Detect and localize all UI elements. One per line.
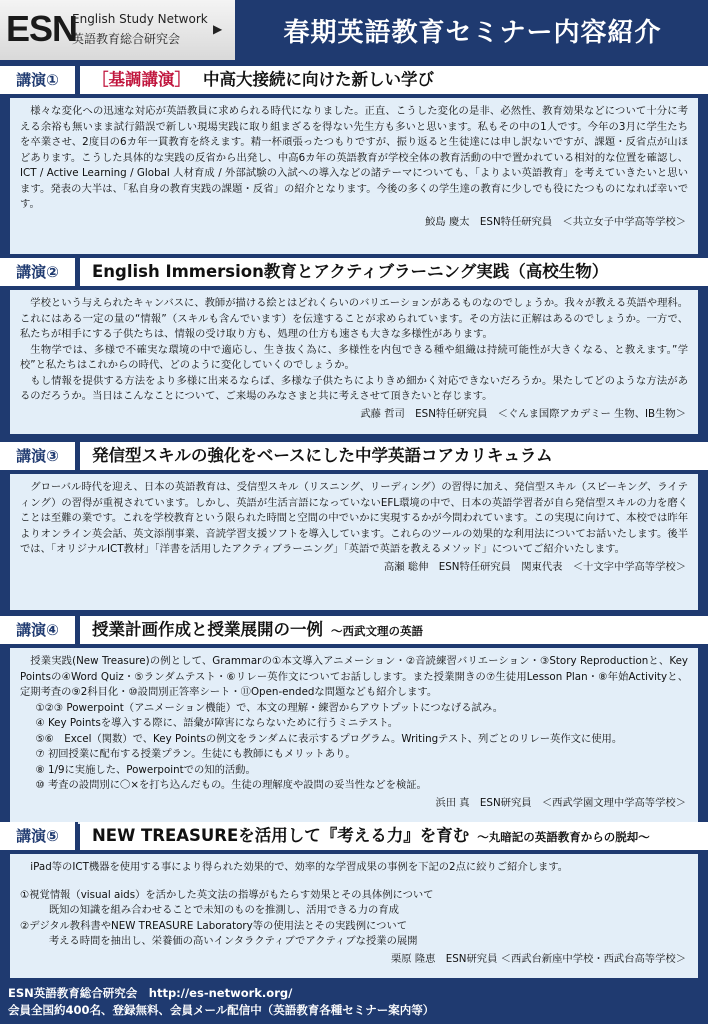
lecture-2-para-2: 生物学では、多様で不確実な環境の中で適応し、生き抜く為に、多様性を内包できる種や組織は持続可能性が大きくなる、と教えます。”学校”と私たちはこれからの時代、どのように変化していくのでしょうか。 — [20, 343, 688, 371]
lecture-4-speaker: 浜田 真 ESN研究員 ＜西武学園文理中学高等学校＞ — [435, 796, 686, 809]
lecture-2-para-3: もし情報を提供する方法をより多様に出来るならば、多様な子供たちによりきめ細かく対応できないだろうか。果たしてどのような方法があるのだろうか。当日はこんなことについて、ご来場のみなさまと共に考えさせて頂きたいと存じます。 — [20, 374, 688, 402]
lecture-5-speaker: 栗原 隆恵 ESN研究員 ＜西武台新座中学校・西武台高等学校＞ — [390, 952, 686, 965]
lecture-4-item: ⑧ 1/9に実施した、Powerpointでの知的活動。 — [35, 763, 256, 776]
lecture-4-item: ⑤⑥ Excel（関数）で、Key Pointsの例文をランダムに表示するプログラム。Writingテスト、列ごとのリレー英作文に使用。 — [35, 732, 623, 745]
lecture-3 — [0, 442, 708, 610]
lecture-3-description: グローバル時代を迎え、日本の英語教育は、受信型スキル（リスニング、リーディング）の習得に加え、発信型スキル（スピーキング、ライティング）の習得が重視されています。しかし、英語が生活言語になっていないEFL環境の中で、日本の英語学習者が自ら発信型スキルの力を磨くことは至難の業です。これを学校教育という限られた時間と空間の中でいかに実現するかが今問われています。この実現に向けて、本校では昨年よりオンライン英会話、英文添削事業、音読学習支援ソフトを導入しています。これらのツールの効果的な利用法についてお話いたします。後半では、「オリジナルICT教材」「洋書を活用したアクティブラーニング」「英語で英語を教えるメソッド」についてご紹介いたします。 — [20, 481, 688, 555]
lecture-1-body — [10, 98, 698, 254]
esn-logo — [0, 0, 238, 60]
lecture-2-title: English Immersion教育とアクティブラーニング実践（高校生物） — [80, 258, 708, 286]
lecture-5-title-text: NEW TREASUREを活用して『考える力』を育む — [92, 826, 470, 845]
lecture-4-item: ④ Key Pointsを導入する際に、語彙が障害にならないために行うミニテスト。 — [35, 717, 399, 729]
lecture-4-subtitle: ～西武文理の英語 — [331, 624, 423, 638]
footer-org-url: ESN英語教育総合研究会 http://es-network.org/ — [8, 986, 293, 1000]
lecture-4-body — [10, 648, 698, 824]
keynote-tag: ［基調講演］ — [92, 70, 191, 89]
lecture-2-header — [0, 258, 708, 286]
lecture-2-label: 講演② — [0, 258, 78, 286]
lecture-4-intro: 授業実践(New Treasure)の例として、Grammarの①本文導入アニメーション・②音読練習バリエーション・③Story Reproductionと、Key Pointsの④Word Quiz・⑤ランダムテスト・⑥リレー英作文についてお話しします。また授業開きの⑦生徒用Lesson Plan・⑧年始Activityと、定期考査の⑨2科目化・⑩設問別正答率シート・⑪Open-endedな問題なども紹介します。 — [20, 655, 688, 698]
lecture-1-speaker: 鮫島 慶太 ESN特任研究員 ＜共立女子中学高等学校＞ — [425, 215, 686, 228]
lecture-5-body — [10, 854, 698, 978]
lecture-5 — [0, 822, 708, 978]
lecture-4-item: ①②③ Powerpoint（アニメーション機能）で、本文の理解・練習からアウトプットにつなげる試み。 — [35, 701, 504, 714]
lecture-2-speaker: 武藤 哲司 ESN特任研究員 ＜ぐんま国際アカデミー 生物、IB生物＞ — [360, 407, 686, 420]
logo-japanese-name: 英語教育総合研究会 — [72, 32, 181, 46]
lecture-4-title — [80, 616, 708, 644]
lecture-5-point-2-detail: 考える時間を抽出し、栄養価の高いインタラクティブでアクティブな授業の展開 — [48, 935, 418, 947]
lecture-5-title — [80, 822, 708, 850]
logo-english-name: English Study Network — [72, 12, 208, 26]
lecture-5-intro: iPad等のICT機器を使用する事により得られた効果的で、効率的な学習成果の事例を下記の2点に絞りご紹介します。 — [30, 861, 569, 873]
lecture-3-body — [10, 474, 698, 610]
lecture-5-point-1-detail: 既知の知識を組み合わせることで未知のものを推測し、活用できる力の育成 — [48, 904, 399, 916]
lecture-5-point-2: ②デジタル教科書やNEW TREASURE Laboratory等の使用法とその実践例について — [20, 919, 407, 932]
lecture-1-title-text: 中高大接続に向けた新しい学び — [203, 70, 434, 89]
lecture-5-header — [0, 822, 708, 850]
lecture-5-subtitle: ～丸暗記の英語教育からの脱却～ — [477, 830, 650, 844]
lecture-1-title — [80, 66, 708, 94]
lecture-4 — [0, 616, 708, 824]
play-arrow-icon: ▶ — [213, 22, 223, 36]
lecture-1-description: 様々な変化への迅速な対応が英語教員に求められる時代になりました。正直、こうした変化の是非、必然性、教育効果などについて十分に考える余裕も無いまま試行錯誤で新しい現場実践に取り組まざるを得ない先生方も多いと思います。私もその中の1人です。今年の3月に学生たちを卒業させ、2度目の6カ年一貫教育を終えます。精一杯頑張ったつもりですが、振り返ると生徒達には申し訳ないですが、課題・反省点が山ほどあります。こうした具体的な実践の反省から出発し、中高6カ年の英語教育が学校全体の教育活動の中で置かれている相対的な位置を確認し、ICT / Active Learning / Global 人材育成 / 外部試験の入試への導入などの諸テーマについても、「よりよい英語教育」を考えていきたいと思います。発表の大半は、「私自身の教育実践の課題・反省」の紹介となります。今後の多くの学生達の教育に少しでも役にたつものになれば幸いです。 — [20, 105, 688, 210]
lecture-4-label: 講演④ — [0, 616, 78, 644]
lecture-4-title-text: 授業計画作成と授業展開の一例 — [92, 620, 323, 639]
lecture-4-item: ⑦ 初回授業に配布する授業プラン。生徒にも教師にもメリットあり。 — [35, 748, 356, 760]
lecture-2-para-1: 学校という与えられたキャンバスに、教師が描ける絵とはどれくらいのバリエーションがあるものなのでしょうか。我々が教える英語や理科。これにはある一定の量の“情報”（スキルも含んでいます）を伝達することが求められています。その方法に正解はあるのでしょうか。一方で、私たちが相手にする子供たちは、情報の受け取り方も、処理の仕方も速さも大きな多様性があります。 — [20, 297, 688, 340]
logo-mark: ESN — [6, 8, 78, 49]
lecture-3-header — [0, 442, 708, 470]
footer-membership: 会員全国約400名、登録無料、会員メール配信中（英語教育各種セミナー案内等） — [8, 1003, 435, 1017]
lecture-3-title: 発信型スキルの強化をベースにした中学英語コアカリキュラム — [80, 442, 708, 470]
header — [0, 0, 708, 60]
spacer — [20, 876, 688, 888]
footer — [8, 985, 434, 1019]
lecture-2 — [0, 258, 708, 434]
lecture-4-item: ⑩ 考査の設問別に〇×を打ち込んだもの。生徒の理解度や設問の妥当性などを検証。 — [35, 779, 427, 791]
lecture-1-header — [0, 66, 708, 94]
lecture-4-header — [0, 616, 708, 644]
lecture-3-label: 講演③ — [0, 442, 78, 470]
lecture-2-body — [10, 290, 698, 434]
lecture-1 — [0, 66, 708, 254]
lecture-3-speaker: 高瀬 聡伸 ESN特任研究員 関東代表 ＜十文字中学高等学校＞ — [383, 560, 686, 573]
lecture-5-label: 講演⑤ — [0, 822, 78, 850]
page-title: 春期英語教育セミナー内容紹介 — [283, 18, 662, 48]
lecture-5-point-1: ①視覚情報（visual aids）を活かした英文法の指導がもたらす効果とその具体例について — [20, 888, 434, 901]
lecture-1-label: 講演① — [0, 66, 78, 94]
